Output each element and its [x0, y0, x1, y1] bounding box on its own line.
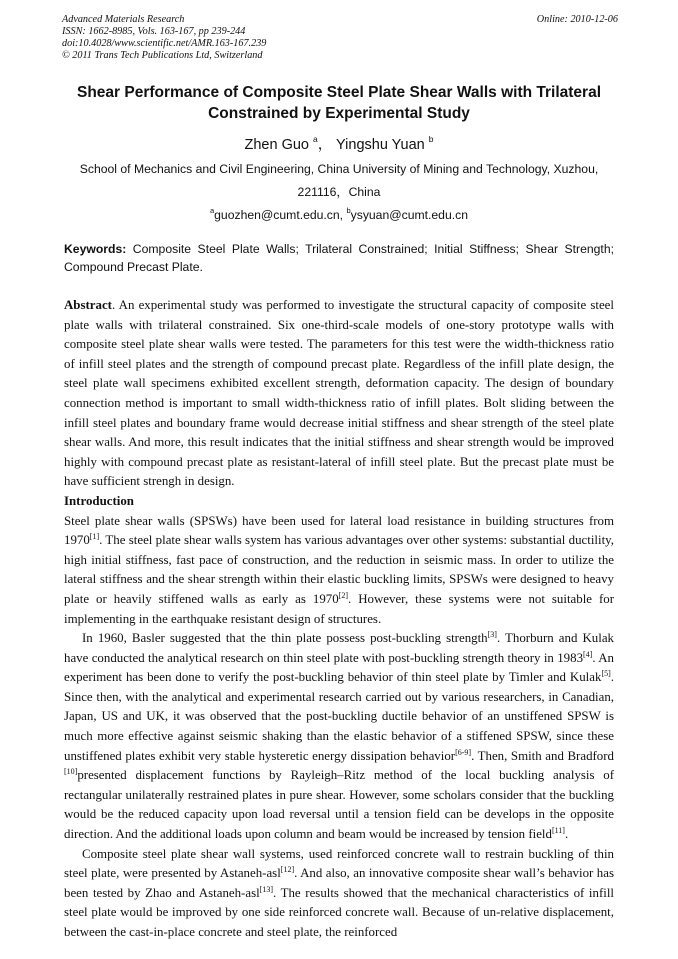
text-span: . The results showed that the mechanical characteristics of infill steel plate would be improved by one side reinforced concrete wall. Because of un-relative displacement, between the cast-in-place concrete and steel plate, the reinforced — [64, 885, 614, 939]
title-line-2: Constrained by Experimental Study — [208, 105, 470, 122]
citation-ref[interactable]: [3] — [487, 630, 497, 640]
text-span: . And also, an innovative composite shear wall’s behavior has been tested by Zhao and Astaneh-asl — [64, 866, 614, 900]
text-span: . However, these systems were not suitable for implementing in the earthquake resistant design of structures. — [64, 591, 615, 626]
abstract-text: . An experimental study was performed to investigate the structural capacity of composite steel plate walls with trilateral constrained. Six one-third-scale models of one-story prototype walls with composite steel plate shear walls were tested. The parameters for this test were the width-thickness ratio of infill steel plates and the strength of compound precast plate. Regardless of the infill plate design, the steel plate wall specimens exhibited excellent strength, deformation capacity. The design of boundary connection method is important to small width-thickness ratio of infill plates. Bolt sliding between the infill steel plates and boundary frame would decrease initial stiffness and shear strength of the steel plate shear walls. And more, this result indicates that the initial stiffness and shear strength would be improved highly with compound precast plate as resistant-lateral of infill steel plate. But the precast plate must be have sufficient strengh in design. — [64, 298, 614, 489]
citation-ref[interactable]: [1] — [89, 532, 100, 542]
text-span: . Then, Smith and Bradford — [471, 748, 614, 763]
text-span: Composite steel plate shear wall systems, used reinforced concrete wall to restrain buckling of thin steel plate, were presented by Astaneh-asl — [64, 846, 614, 881]
email-b-mark: b — [346, 206, 351, 215]
citation-ref[interactable]: [5] — [601, 669, 611, 679]
journal-copyright: © 2011 Trans Tech Publications Ltd, Switzerland — [62, 50, 263, 61]
intro-paragraph-2 — [64, 629, 614, 845]
text-span: . Since then, with the analytical and experimental research carried out by various researchers, in Canadian, Japan, US and UK, it was observed that the post-buckling ductile behavior of an unstiffened SPSW is much more effective against seismic shaking than the elastic behavior of a stiffened SPSW, since these unstiffened plates exhibit very stable hysteretic energy dissipation behavior — [64, 670, 614, 763]
keywords — [64, 240, 614, 276]
author-1: Zhen Guo — [244, 137, 309, 153]
online-date: Online: 2010-12-06 — [536, 14, 618, 25]
citation-ref[interactable]: [10] — [64, 767, 78, 777]
journal-issn: ISSN: 1662-8985, Vols. 163-167, pp 239-244 — [62, 26, 246, 37]
email-b-link[interactable]: ysyuan@cumt.edu.cn — [350, 208, 469, 222]
author-list — [40, 130, 638, 154]
abstract-label: Abstract — [64, 298, 112, 312]
affiliation-line-2: 221116，China — [297, 185, 381, 199]
text-span: . An experiment has been done to verify the post-buckling behavior of thin steel plate by Timler and Kulak — [64, 650, 614, 685]
intro-paragraph-1 — [64, 512, 614, 630]
journal-doi: doi:10.4028/www.scientific.net/AMR.163-167.239 — [62, 38, 267, 49]
author-2: Yingshu Yuan — [336, 137, 425, 153]
citation-ref[interactable]: [6-9] — [455, 747, 472, 757]
text-span: presented displacement functions by Rayleigh–Ritz method of the local buckling analysis of rectangular unilaterally restrained plates in pure shear. However, some scholars consider that the buckling would be the reduced capacity upon load reversal until a tension field can be develops in the opposite direction. And the additional loads upon column and beam would be increased by tension field — [64, 768, 614, 842]
affiliation — [50, 158, 628, 204]
journal-header — [62, 14, 618, 62]
email-a-link[interactable]: guozhen@cumt.edu.cn, — [214, 208, 347, 222]
author-separator: ， — [317, 137, 333, 153]
section-heading-introduction: Introduction — [64, 493, 134, 508]
affiliation-line-1: School of Mechanics and Civil Engineering, China University of Mining and Technology, Xuzhou, — [79, 162, 599, 176]
author-2-affil-mark: b — [428, 134, 434, 144]
citation-ref[interactable]: [2] — [338, 590, 349, 600]
author-emails — [40, 203, 638, 223]
paper-title — [40, 82, 638, 124]
intro-paragraph-3 — [64, 845, 614, 943]
text-span: . The steel plate shear walls system has various advantages over other systems: substantial ductility, high initial stiffness, fast pace of construction, and the reduction in seismic mass. In order to utilize the lateral stiffness and the shear strength within their elastic buckling limits, SPSWs were designed to heavy plate or heavily stiffened walls as early as 1970 — [64, 533, 614, 606]
text-span: Steel plate shear walls (SPSWs) have been used for lateral load resistance in building structures from 1970 — [64, 513, 614, 548]
citation-ref[interactable]: [11] — [551, 826, 565, 836]
text-span: . — [564, 827, 569, 842]
citation-ref[interactable]: [12] — [280, 865, 295, 875]
keywords-label: Keywords: — [64, 242, 127, 256]
journal-name: Advanced Materials Research — [62, 14, 185, 25]
email-a-mark: a — [209, 206, 215, 215]
citation-ref[interactable]: [4] — [583, 649, 593, 659]
text-span: . Thorburn and Kulak have conducted the analytical research on thin steel plate with post-buckling strength theory in 1983 — [64, 631, 614, 665]
paper-body — [64, 296, 614, 943]
citation-ref[interactable]: [13] — [259, 884, 273, 894]
abstract — [64, 296, 614, 492]
author-1-affil-mark: a — [313, 134, 318, 144]
text-span: In 1960, Basler suggested that the thin plate possess post-buckling strength — [82, 631, 488, 646]
keywords-text: Composite Steel Plate Walls; Trilateral Constrained; Initial Stiffness; Shear Strength; Compound Precast Plate. — [64, 242, 614, 274]
title-line-1: Shear Performance of Composite Steel Plate Shear Walls with Trilateral — [76, 84, 601, 101]
